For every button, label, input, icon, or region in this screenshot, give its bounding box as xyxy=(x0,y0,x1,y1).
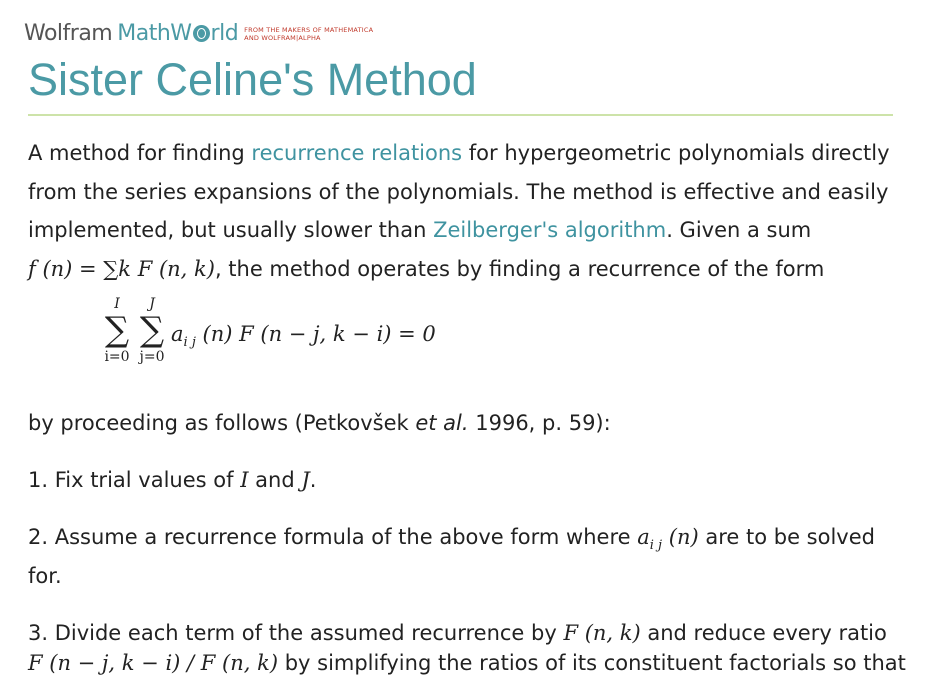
recurrence-equation xyxy=(28,296,908,408)
zeilbergers-algorithm-link[interactable]: Zeilberger's algorithm xyxy=(433,218,667,243)
logo-tagline xyxy=(244,26,373,42)
tagline-line-2: AND WOLFRAM|ALPHA xyxy=(244,34,321,42)
inline-sum-formula: f (n) = ∑k F (n, k) xyxy=(28,257,215,282)
page-title: Sister Celine's Method xyxy=(28,54,477,105)
sum-j: J ∑ j=0 xyxy=(139,295,165,365)
sum-i: I ∑ i=0 xyxy=(104,295,130,365)
proceeding-paragraph: by proceeding as follows (Petkovšek et al. 1996, p. 59): xyxy=(28,410,611,435)
logo-wolfram-text: Wolfram xyxy=(24,21,113,46)
step-3: 3. Divide each term of the assumed recurrence by F (n, k) and reduce every ratio F (n − j, k − i) / F (n, k) by simplifying the ratios of its constituent factorials so that xyxy=(28,620,906,675)
step-1: 1. Fix trial values of I and J. xyxy=(28,467,317,492)
tagline-line-1: FROM THE MAKERS OF MATHEMATICA xyxy=(244,26,374,34)
wolfram-mathworld-logo[interactable] xyxy=(24,20,373,48)
recurrence-relations-link[interactable]: recurrence relations xyxy=(251,141,463,165)
title-divider xyxy=(28,114,893,116)
logo-mathworld-text: MathW rld xyxy=(117,21,239,46)
step-2: 2. Assume a recurrence formula of the above form where $a_{i j}$ (n) are to be solved for. xyxy=(28,524,875,588)
article-content xyxy=(28,134,908,678)
globe-icon xyxy=(193,25,210,42)
intro-paragraph: A method for finding recurrence relations for hypergeometric polynomials directly from the series expansions of the polynomials. The method is effective and easily implemented, but usually slower than Zeilberger's algorithm. Given a sum f (n) = ∑k F (n, k), the method operates by finding a recurrence of the form xyxy=(28,141,890,282)
equation-body: $a_{i j}$ (n) F (n − j, k − i) = 0 xyxy=(171,321,436,350)
